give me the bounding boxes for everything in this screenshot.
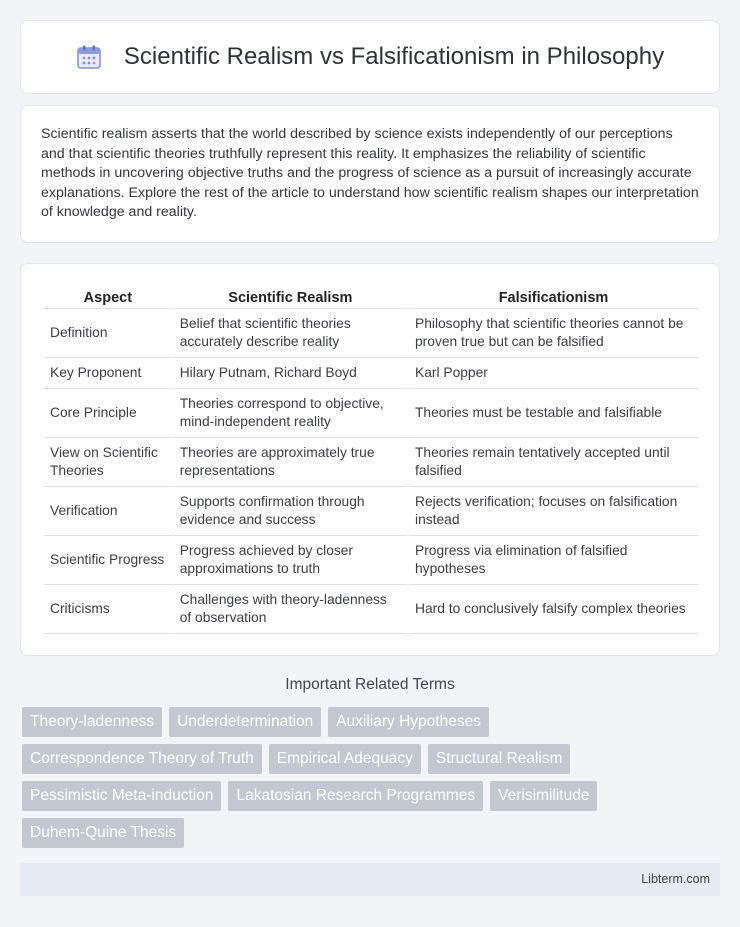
cell-falsificationism: Rejects verification; focuses on falsification instead xyxy=(409,487,698,536)
intro-text: Scientific realism asserts that the world described by science exists independently of our perceptions and that scientific theories truthfully represent this reality. It emphasizes the reliability of scientific methods in uncovering objective truths and the progress of science as a pursuit of increasingly accurate explanations. Explore the rest of the article to understand how scientific realism shapes our interpretation of knowledge and reality. xyxy=(41,126,699,220)
comparison-table xyxy=(42,286,700,634)
term-tag[interactable]: Lakatosian Research Programmes xyxy=(228,781,483,811)
table-row xyxy=(44,536,698,585)
table-row xyxy=(44,309,698,358)
cell-falsificationism: Theories remain tentatively accepted until falsified xyxy=(409,438,698,487)
related-terms-list xyxy=(22,707,722,848)
footer-brand-link[interactable]: Libterm.com xyxy=(641,872,710,886)
table-row xyxy=(44,389,698,438)
header-scientific-realism: Scientific Realism xyxy=(174,286,407,309)
title-card xyxy=(20,20,720,94)
cell-aspect: Core Principle xyxy=(44,389,172,438)
comparison-table-card xyxy=(20,263,720,656)
term-tag[interactable]: Structural Realism xyxy=(428,744,571,774)
footer xyxy=(20,863,720,896)
cell-realism: Challenges with theory-ladenness of observation xyxy=(174,585,407,634)
term-tag[interactable]: Theory-ladenness xyxy=(22,707,162,737)
cell-realism: Theories are approximately true representations xyxy=(174,438,407,487)
table-row xyxy=(44,438,698,487)
cell-aspect: Criticisms xyxy=(44,585,172,634)
cell-aspect: View on Scientific Theories xyxy=(44,438,172,487)
table-row xyxy=(44,358,698,389)
intro-card xyxy=(20,105,720,243)
term-tag[interactable]: Auxiliary Hypotheses xyxy=(328,707,489,737)
cell-falsificationism: Progress via elimination of falsified hypotheses xyxy=(409,536,698,585)
term-tag[interactable]: Pessimistic Meta-induction xyxy=(22,781,221,811)
term-tag[interactable]: Underdetermination xyxy=(169,707,321,737)
cell-realism: Belief that scientific theories accurately describe reality xyxy=(174,309,407,358)
cell-falsificationism: Theories must be testable and falsifiable xyxy=(409,389,698,438)
term-tag[interactable]: Empirical Adequacy xyxy=(269,744,421,774)
cell-realism: Hilary Putnam, Richard Boyd xyxy=(174,358,407,389)
table-row xyxy=(44,585,698,634)
cell-realism: Theories correspond to objective, mind-independent reality xyxy=(174,389,407,438)
table-header-row xyxy=(44,286,698,309)
related-terms-title: Important Related Terms xyxy=(285,676,455,693)
cell-falsificationism: Karl Popper xyxy=(409,358,698,389)
cell-aspect: Definition xyxy=(44,309,172,358)
cell-aspect: Key Proponent xyxy=(44,358,172,389)
cell-realism: Progress achieved by closer approximations to truth xyxy=(174,536,407,585)
cell-aspect: Scientific Progress xyxy=(44,536,172,585)
cell-aspect: Verification xyxy=(44,487,172,536)
cell-falsificationism: Philosophy that scientific theories cannot be proven true but can be falsified xyxy=(409,309,698,358)
table-row xyxy=(44,487,698,536)
header-aspect: Aspect xyxy=(44,286,172,309)
calendar-icon xyxy=(76,44,102,70)
cell-falsificationism: Hard to conclusively falsify complex theories xyxy=(409,585,698,634)
header-falsificationism: Falsificationism xyxy=(409,286,698,309)
page-title: Scientific Realism vs Falsificationism in Philosophy xyxy=(123,43,665,70)
term-tag[interactable]: Duhem-Quine Thesis xyxy=(22,818,184,848)
cell-realism: Supports confirmation through evidence and success xyxy=(174,487,407,536)
term-tag[interactable]: Verisimilitude xyxy=(490,781,597,811)
term-tag[interactable]: Correspondence Theory of Truth xyxy=(22,744,262,774)
